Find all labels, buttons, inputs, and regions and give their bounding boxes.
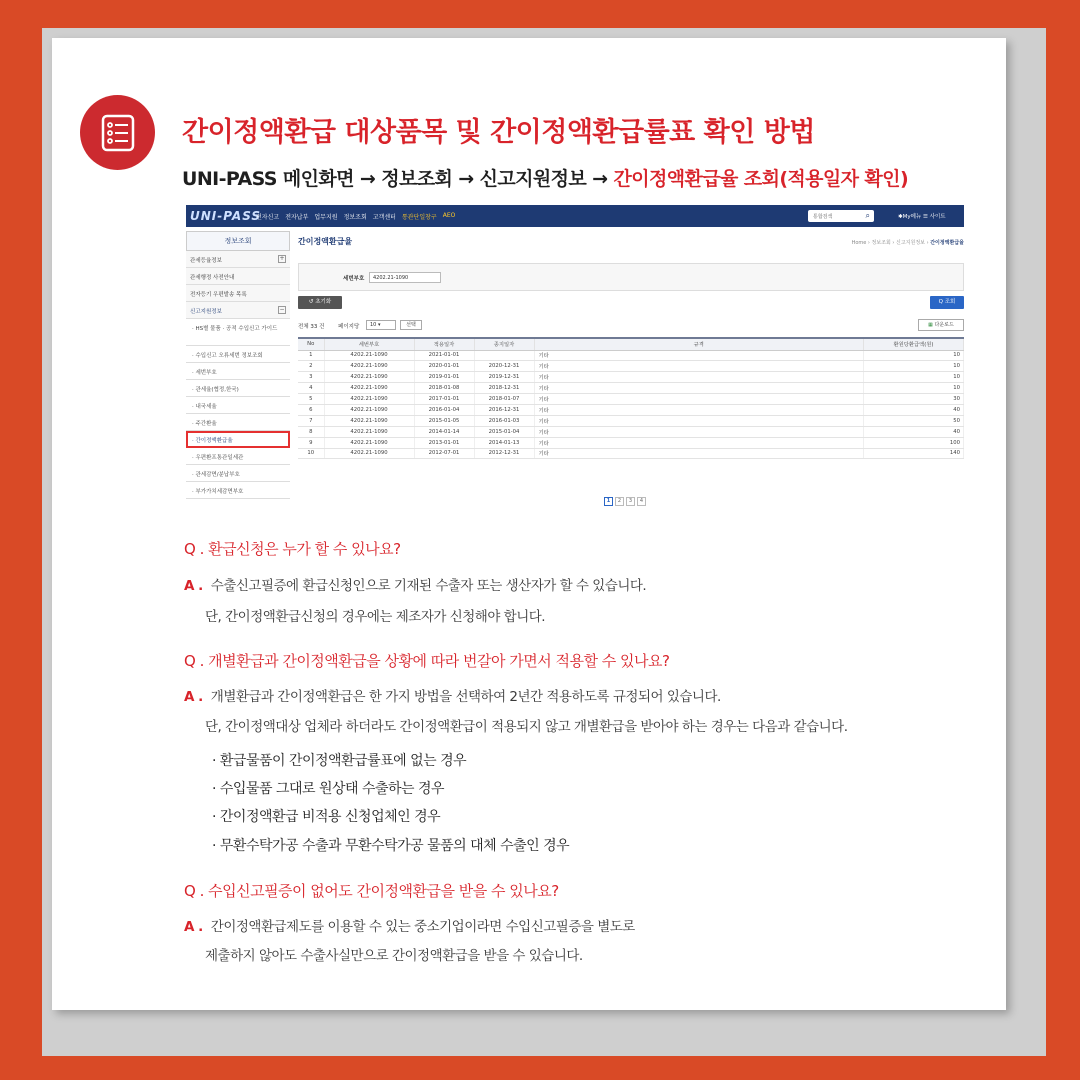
- sidebar: [186, 231, 290, 515]
- question-1: Q . 환급신청은 누가 할 수 있나요?: [184, 540, 401, 558]
- answer-1: A . 수출신고필증에 환급신청인으로 기재된 수출자 또는 생산자가 할 수 있습니다.: [184, 578, 647, 594]
- table-cell: 2018-01-07: [474, 394, 534, 405]
- table-row[interactable]: [298, 372, 964, 383]
- answer-3: A . 간이정액환급제도를 이용할 수 있는 중소기업이라면 수입신고필증을 별도로: [184, 919, 635, 935]
- menu-item[interactable]: 업무지원: [314, 214, 338, 221]
- answer-3-cont: 제출하지 않아도 수출사실만으로 간이정액환급을 받을 수 있습니다.: [205, 948, 583, 964]
- sidebar-item[interactable]: 전자등기 우편발송 목록: [186, 285, 290, 302]
- path-prefix: UNI-PASS 메인화면 → 정보조회 → 신고지원정보 →: [182, 168, 614, 190]
- table-cell: 2015-01-04: [474, 426, 534, 437]
- column-header: 적용일자: [414, 338, 474, 350]
- menu-item[interactable]: 정보조회: [343, 214, 367, 221]
- table-cell: 기타: [534, 404, 864, 415]
- search-icon[interactable]: ⌕: [865, 211, 870, 220]
- refund-rate-table: [298, 337, 964, 459]
- answer-2-cont: 단, 간이정액대상 업체라 하더라도 간이정액환급이 적용되지 않고 개별환급을 받아야 하는 경우는 다음과 같습니다.: [205, 719, 848, 735]
- table-cell: 5: [298, 394, 324, 405]
- table-row[interactable]: [298, 415, 964, 426]
- unipass-screenshot: [186, 205, 964, 515]
- bullet-item: · 간이정액환급 비적용 신청업체인 경우: [212, 809, 441, 825]
- sidebar-subitem[interactable]: · 내국세율: [186, 397, 290, 414]
- column-header: 환원당환급액(원): [864, 338, 964, 350]
- top-navigation-bar: [186, 205, 964, 227]
- table-cell: 기타: [534, 437, 864, 448]
- list-toolbar: [298, 319, 964, 333]
- table-cell: 2019-01-01: [414, 372, 474, 383]
- table-cell: 10: [864, 383, 964, 394]
- menu-item[interactable]: 고객센터: [372, 214, 396, 221]
- menu-item[interactable]: 통관단일창구: [401, 214, 437, 221]
- table-cell: 4202.21-1090: [324, 415, 414, 426]
- page-title: 간이정액환급 대상품목 및 간이정액환급률표 확인 방법: [182, 117, 815, 148]
- sidebar-subitem[interactable]: · 관세감면/분납부호: [186, 465, 290, 482]
- table-cell: 10: [864, 350, 964, 361]
- unipass-logo[interactable]: UNI-PASS: [190, 209, 262, 223]
- sidebar-subitem-active[interactable]: · 간이정액환급율: [186, 431, 290, 448]
- question-2: Q . 개별환급과 간이정액환급을 상황에 따라 번갈아 가면서 적용할 수 있나요?: [184, 652, 670, 670]
- column-header: No: [298, 338, 324, 350]
- table-body: [298, 350, 964, 459]
- filter-box: [298, 263, 964, 291]
- table-cell: 4202.21-1090: [324, 383, 414, 394]
- top-search-input[interactable]: [808, 210, 874, 222]
- hs-code-input[interactable]: 4202.21-1090: [369, 272, 441, 283]
- table-row[interactable]: [298, 426, 964, 437]
- table-cell: 기타: [534, 383, 864, 394]
- table-cell: 4202.21-1090: [324, 448, 414, 459]
- sidebar-subitem[interactable]: · 세번부호: [186, 363, 290, 380]
- page-button[interactable]: 1: [604, 497, 613, 506]
- table-cell: 기타: [534, 350, 864, 361]
- table-cell: 2017-01-01: [414, 394, 474, 405]
- sidebar-subitem[interactable]: · 우편환프통관일세관: [186, 448, 290, 465]
- top-menu: [256, 212, 455, 221]
- table-cell: 10: [298, 448, 324, 459]
- table-cell: 4202.21-1090: [324, 361, 414, 372]
- table-cell: 100: [864, 437, 964, 448]
- menu-item[interactable]: 전자납부: [285, 214, 309, 221]
- table-cell: 2020-12-31: [474, 361, 534, 372]
- search-button[interactable]: Q 조회: [930, 296, 964, 309]
- table-cell: 2020-01-01: [414, 361, 474, 372]
- table-row[interactable]: [298, 383, 964, 394]
- table-cell: 40: [864, 426, 964, 437]
- sidebar-item[interactable]: 관세행정 사전안내: [186, 268, 290, 285]
- sidebar-subitem[interactable]: · HS별 물품 · 공적 수입신고 가이드: [186, 319, 290, 346]
- table-cell: 2013-01-01: [414, 437, 474, 448]
- filter-label: 세번부호: [343, 276, 365, 282]
- table-cell: [474, 350, 534, 361]
- expand-icon[interactable]: +: [279, 255, 285, 262]
- chevron-down-icon: ▾: [377, 322, 381, 328]
- bullet-item: · 환급물품이 간이정액환급률표에 없는 경우: [212, 753, 467, 769]
- table-header: [298, 338, 964, 350]
- sidebar-subitem[interactable]: · 수입신고 오류세번 정보조회: [186, 346, 290, 363]
- sidebar-subitem[interactable]: · 부가가치세감면부호: [186, 482, 290, 499]
- table-cell: 기타: [534, 426, 864, 437]
- table-cell: 10: [864, 372, 964, 383]
- table-cell: 2018-01-08: [414, 383, 474, 394]
- table-cell: 2014-01-14: [414, 426, 474, 437]
- table-cell: 50: [864, 415, 964, 426]
- table-cell: 2016-01-03: [474, 415, 534, 426]
- table-cell: 2016-01-04: [414, 404, 474, 415]
- table-row[interactable]: [298, 448, 964, 459]
- answer-2: A . 개별환급과 간이정액환급은 한 가지 방법을 선택하여 2년간 적용하도록 규정되어 있습니다.: [184, 689, 721, 705]
- table-cell: 2012-07-01: [414, 448, 474, 459]
- list-document-icon: [80, 95, 155, 170]
- column-header: 세번부호: [324, 338, 414, 350]
- question-3: Q . 수입신고필증이 없어도 간이정액환급을 받을 수 있나요?: [184, 882, 559, 900]
- table-cell: 기타: [534, 372, 864, 383]
- excel-icon: ▦: [928, 322, 933, 328]
- section-title: 간이정액환급율: [298, 237, 353, 246]
- menu-item[interactable]: 전자신고: [256, 214, 280, 221]
- table-cell: 2014-01-13: [474, 437, 534, 448]
- table-cell: 기타: [534, 415, 864, 426]
- total-count: 전체 33 건: [298, 324, 325, 330]
- table-cell: 7: [298, 415, 324, 426]
- table-cell: 4202.21-1090: [324, 350, 414, 361]
- table-cell: 2015-01-05: [414, 415, 474, 426]
- table-row[interactable]: [298, 394, 964, 405]
- collapse-icon[interactable]: −: [279, 306, 285, 313]
- table-cell: 140: [864, 448, 964, 459]
- table-row[interactable]: [298, 361, 964, 372]
- table-row[interactable]: [298, 437, 964, 448]
- table-cell: 4202.21-1090: [324, 404, 414, 415]
- table-cell: 2012-12-31: [474, 448, 534, 459]
- top-right-links[interactable]: ✱My메뉴 ☰ 사이트: [898, 214, 946, 220]
- select-button[interactable]: 선택: [400, 320, 422, 330]
- table-cell: 기타: [534, 394, 864, 405]
- reset-button[interactable]: ↺ 초기화: [298, 296, 342, 309]
- table-cell: 2016-12-31: [474, 404, 534, 415]
- per-page-select[interactable]: 10 ▾: [366, 320, 396, 330]
- search-placeholder: 통합검색: [813, 214, 833, 220]
- sidebar-title: 정보조회: [186, 231, 290, 251]
- table-cell: 10: [864, 361, 964, 372]
- table-cell: 4: [298, 383, 324, 394]
- table-cell: 30: [864, 394, 964, 405]
- page-button[interactable]: 4: [637, 497, 646, 506]
- table-cell: 기타: [534, 361, 864, 372]
- table-cell: 2019-12-31: [474, 372, 534, 383]
- table-cell: 2021-01-01: [414, 350, 474, 361]
- table-cell: 4202.21-1090: [324, 437, 414, 448]
- bullet-item: · 무환수탁가공 수출과 무환수탁가공 물품의 대체 수출인 경우: [212, 838, 570, 854]
- path-highlight: 간이정액환급율 조회(적용일자 확인): [613, 168, 909, 190]
- table-cell: 기타: [534, 448, 864, 459]
- main-panel: [298, 231, 964, 515]
- bullet-item: · 수입물품 그대로 원상태 수출하는 경우: [212, 781, 445, 797]
- page-button[interactable]: 2: [615, 497, 624, 506]
- table-cell: 2018-12-31: [474, 383, 534, 394]
- table-cell: 3: [298, 372, 324, 383]
- answer-1-cont: 단, 간이정액환급신청의 경우에는 제조자가 신청해야 합니다.: [205, 609, 546, 625]
- sidebar-subitem[interactable]: · 주간환율: [186, 414, 290, 431]
- table-cell: 9: [298, 437, 324, 448]
- download-button[interactable]: ▦ 다운로드: [918, 319, 964, 331]
- pagination: [604, 497, 646, 506]
- table-cell: 2: [298, 361, 324, 372]
- sidebar-item[interactable]: 신고지원정보 −: [186, 302, 290, 319]
- page-button[interactable]: 3: [626, 497, 635, 506]
- table-cell: 40: [864, 404, 964, 415]
- table-row[interactable]: [298, 404, 964, 415]
- navigation-path: [182, 164, 908, 191]
- column-header: 종지일자: [474, 338, 534, 350]
- table-cell: 6: [298, 404, 324, 415]
- sidebar-item[interactable]: 관세등율정보 +: [186, 251, 290, 268]
- menu-item[interactable]: AEO: [442, 212, 456, 219]
- table-row[interactable]: [298, 350, 964, 361]
- table-cell: 4202.21-1090: [324, 426, 414, 437]
- column-header: 규격: [534, 338, 864, 350]
- per-page-label: 페이지당: [338, 324, 360, 330]
- table-cell: 8: [298, 426, 324, 437]
- sidebar-subitem[interactable]: · 관세율(협정,한국): [186, 380, 290, 397]
- table-cell: 4202.21-1090: [324, 394, 414, 405]
- breadcrumb: Home › 정보조회 › 신고지원정보 › 간이정액환급율: [851, 240, 964, 246]
- table-cell: 4202.21-1090: [324, 372, 414, 383]
- table-cell: 1: [298, 350, 324, 361]
